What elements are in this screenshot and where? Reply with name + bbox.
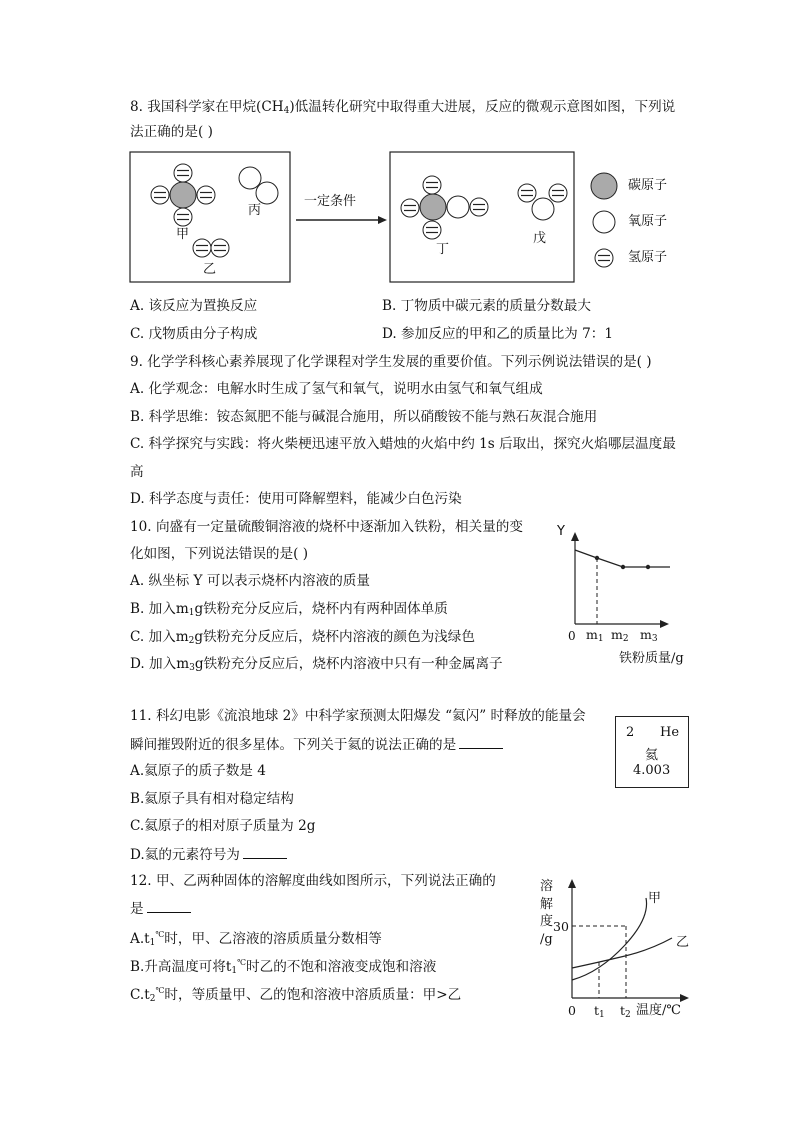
label-jia: 甲	[176, 227, 190, 242]
legend-carbon-label: 碳原子	[628, 178, 668, 193]
q9-option-c[interactable]: C. 科学探究与实践：将火柴梗迅速平放入蜡烛的火焰中约 1s 后取出，探究火焰哪层温度最	[130, 436, 676, 452]
q12-y-label-2: 解	[540, 897, 554, 912]
element-number: 2	[626, 725, 635, 740]
q10-option-c[interactable]: C. 加入$m_2g$铁粉充分反应后，烧杯内溶液的颜色为浅绿色	[130, 629, 475, 646]
q11-option-c[interactable]: C.氦原子的相对原子质量为 2g	[130, 818, 316, 834]
q10-option-d[interactable]: D. 加入$m_3g$铁粉充分反应后，烧杯内溶液中只有一种金属离子	[130, 656, 503, 673]
q8-option-b[interactable]: B. 丁物质中碳元素的质量分数最大	[382, 298, 591, 314]
q11-option-a[interactable]: A.氦原子的质子数是 4	[130, 763, 266, 779]
q9-option-a[interactable]: A. 化学观念：电解水时生成了氢气和氧气，说明水由氢气和氧气组成	[130, 381, 543, 397]
q10-stem-line2: 化如图，下列说法错误的是( )	[130, 546, 309, 562]
q10-y-label: Y	[557, 524, 565, 539]
q12-y-label-1: 溶	[540, 879, 554, 894]
q10-option-b[interactable]: B. 加入$m_1g$铁粉充分反应后，烧杯内有两种固体单质	[130, 601, 448, 618]
q12-curve-yi	[572, 938, 672, 968]
label-bing: 丙	[248, 203, 262, 218]
label-wu: 戊	[533, 231, 547, 246]
label-ding: 丁	[436, 242, 450, 257]
label-yi: 乙	[203, 262, 217, 277]
element-mass: 4.003	[633, 763, 671, 778]
q12-y-label-3: 度	[540, 914, 554, 929]
q8-option-c[interactable]: C. 戊物质由分子构成	[130, 326, 258, 342]
q10-tick-m3: $m_3$	[640, 627, 658, 644]
q8-option-d[interactable]: D. 参加反应的甲和乙的质量比为 7：1	[382, 326, 613, 342]
q8-option-a[interactable]: A. 该反应为置换反应	[130, 298, 258, 314]
q12-curve-jia	[572, 898, 647, 980]
q12-option-c[interactable]: $C.t_2^℃$时，等质量甲、乙的饱和溶液中溶质质量：甲>乙	[130, 986, 462, 1004]
element-name: 氦	[645, 748, 659, 763]
q12-series-yi: 乙	[676, 935, 690, 950]
q12-series-jia: 甲	[648, 891, 662, 906]
q12-stem-line2: 是	[130, 899, 191, 918]
q10-x-label: 铁粉质量/g	[619, 651, 684, 666]
q11-stem-line2: 瞬间摧毁附近的很多星体。下列关于氦的说法正确的是	[130, 735, 503, 754]
element-symbol: He	[660, 725, 680, 740]
q9-option-c-cont: 高	[130, 464, 144, 480]
q10-stem-line1: 10. 向盛有一定量硫酸铜溶液的烧杯中逐渐加入铁粉，相关量的变	[130, 519, 523, 535]
q11-option-d[interactable]: D.氦的元素符号为	[130, 845, 287, 864]
q12-origin: 0	[568, 1003, 576, 1018]
q8-stem-line2: 法正确的是( )	[130, 124, 213, 140]
q11-stem-line1: 11. 科幻电影《流浪地球 2》中科学家预测太阳爆发 “氦闪” 时释放的能量会	[130, 708, 586, 724]
q9-stem: 9. 化学学科核心素养展现了化学课程对学生发展的重要价值。下列示例说法错误的是( )	[130, 354, 652, 370]
legend-hydrogen-label: 氢原子	[628, 250, 668, 265]
legend-oxygen-label: 氧原子	[628, 214, 668, 229]
q12-tick-t2: $t_2$	[620, 1003, 631, 1020]
q11-option-b[interactable]: B.氦原子具有相对稳定结构	[130, 791, 294, 807]
q12-y-label-4: /g	[540, 932, 553, 947]
q10-origin: 0	[568, 629, 576, 643]
arrow-condition: 一定条件	[304, 194, 357, 209]
q10-tick-m2: $m_2$	[611, 627, 629, 644]
q12-tick-t1: $t_1$	[594, 1003, 605, 1020]
q12-tick-30: 30	[553, 919, 569, 934]
q10-tick-m1: $m_1$	[586, 627, 604, 644]
q10-option-a[interactable]: A. 纵坐标 Y 可以表示烧杯内溶液的质量	[130, 573, 370, 589]
q9-option-b[interactable]: B. 科学思维：铵态氮肥不能与碱混合施用，所以硝酸铵不能与熟石灰混合施用	[130, 409, 598, 425]
q8-stem-line1: 8. 我国科学家在甲烷$(CH_4)$低温转化研究中取得重大进展，反应的微观示意图如图，下列说	[130, 99, 676, 116]
q9-option-d[interactable]: D. 科学态度与责任：使用可降解塑料，能减少白色污染	[130, 491, 462, 507]
q12-option-b[interactable]: B.升高温度可将$t_1^℃$时乙的不饱和溶液变成饱和溶液	[130, 958, 437, 976]
q12-option-a[interactable]: $A.t_1^℃$时，甲、乙溶液的溶质质量分数相等	[130, 930, 382, 948]
q12-stem-line1: 12. 甲、乙两种固体的溶解度曲线如图所示，下列说法正确的	[130, 873, 496, 889]
q12-x-label: 温度/℃	[636, 1003, 681, 1018]
